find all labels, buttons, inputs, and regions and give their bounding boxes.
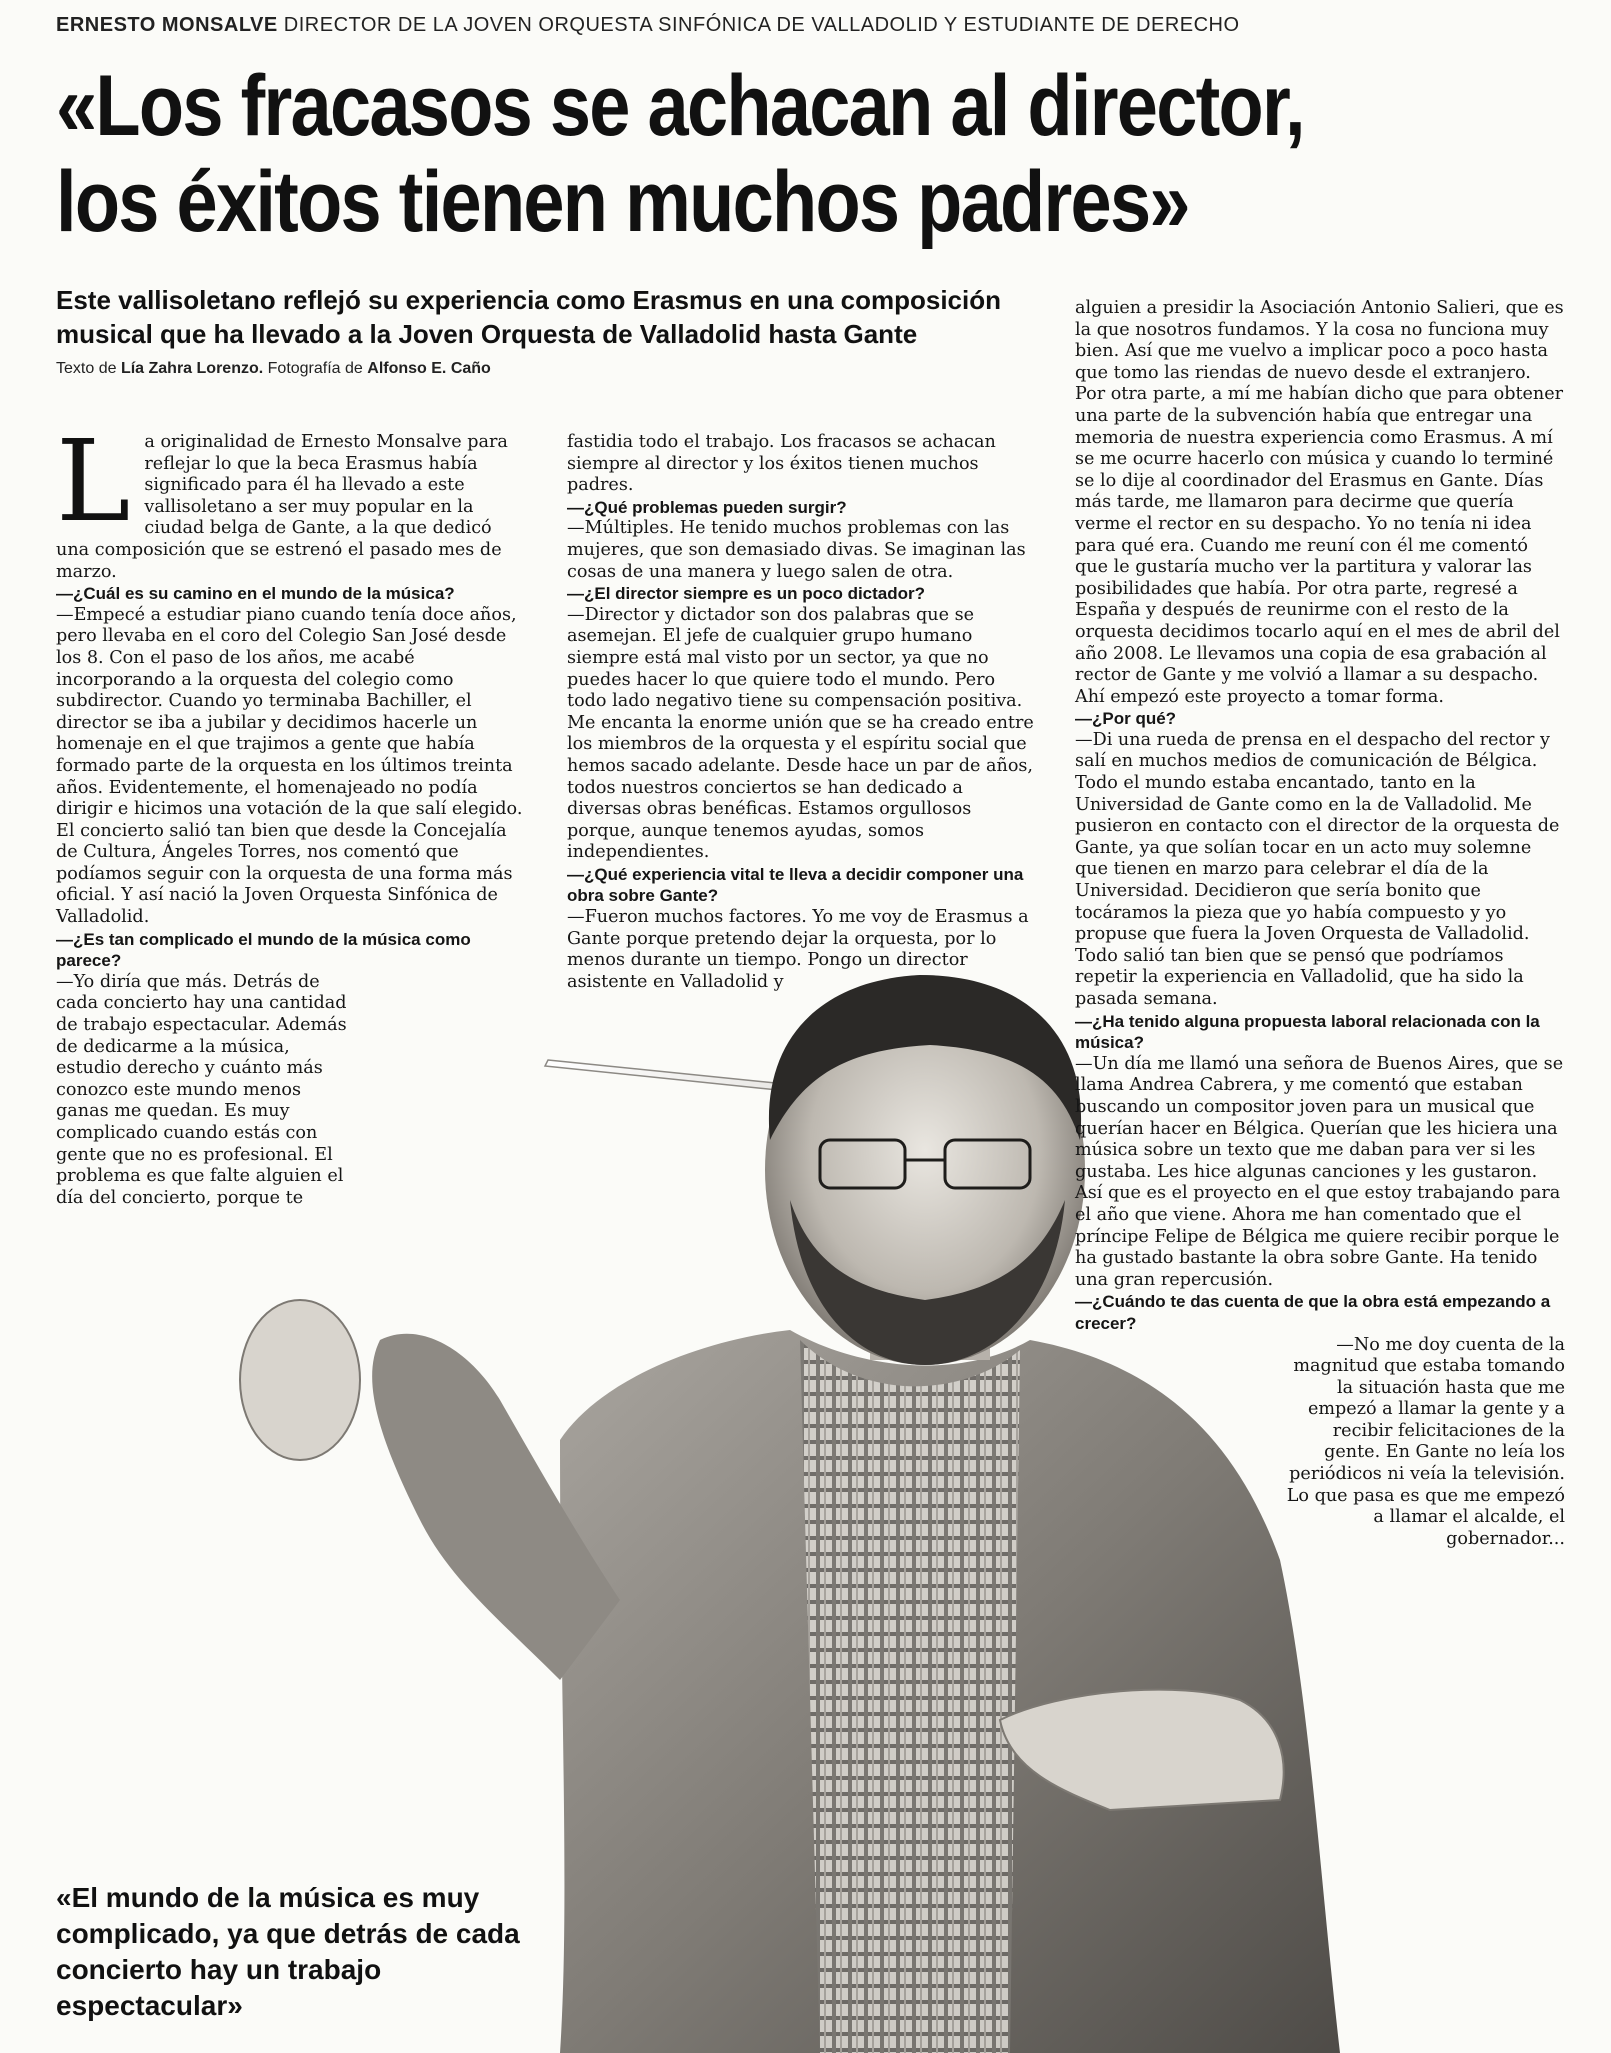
answer: —Di una rueda de prensa en el despacho del rector y salí en muchos medios de comunicación de Bélgica. Todo el mundo estaba encantado, tanto en la Universidad de Gante como en la de Valladolid. Me pusieron en contacto con el director de la orquesta de Gante, ya que solían tocar en un acto muy solemne que tienen en marzo para celebrar el día de la Universidad. Decidieron que sería bonito que tocáramos la pieza que yo había compuesto y yo propuse que fuera la Joven Orquesta de Valladolid. Todo salió tan bien que se pensó que podríamos repetir la experiencia en Valladolid, que ha sido la pasada semana. [1075, 729, 1560, 1009]
question: —¿El director siempre es un poco dictador? [567, 584, 926, 604]
credits-text-label: Texto de [56, 360, 117, 377]
headline-line-1: «Los fracasos se achacan al director, [56, 58, 1304, 154]
pull-quote: «El mundo de la música es muy complicado, ya que detrás de cada concierto hay un trabajo espectacular» [56, 1882, 520, 2021]
shirt [800, 1340, 1020, 2053]
raised-hand [240, 1300, 360, 1460]
dropcap: L [56, 417, 131, 547]
answer: —No me doy cuenta de la magnitud que estaba tomando la situación hasta que me empezó a llamar la gente y a recibir felicitaciones de la gente. En Gante no leía los periódicos ni veía la televisión. Lo que pasa es que me empezó a llamar el alcalde, el gobernador... [1286, 1334, 1565, 1549]
credits [56, 360, 491, 378]
question: —¿Cuándo te das cuenta de que la obra está empezando a crecer? [1075, 1292, 1551, 1333]
question: —¿Cuál es su camino en el mundo de la música? [56, 584, 455, 604]
column-3 [1075, 298, 1565, 1550]
intro-paragraph: a originalidad de Ernesto Monsalve para reflejar lo que la beca Erasmus había significado para él ha llevado a este vallisoletano a ser muy popular en la ciudad belga de Gante, a la que dedicó una composición que se estrenó el pasado mes de marzo. [56, 432, 508, 582]
column-1 [56, 417, 526, 1209]
question: —¿Qué problemas pueden surgir? [567, 497, 847, 517]
paragraph: fastidia todo el trabajo. Los fracasos se achacan siempre al director y los éxitos tienen muchos padres. [567, 432, 996, 496]
answer: —Empecé a estudiar piano cuando tenía doce años, pero llevaba en el coro del Colegio San José desde los 8. Con el paso de los años, me acabé incorporando a la orquesta del colegio como subdirector. Cuando yo terminaba Bachiller, el director se iba a jubilar y decidimos hacerle un homenaje en el que trajimos a gente que había formado parte de la orquesta en los últimos treinta años. Evidentemente, el homenajeado no podía dirigir e hicimos una votación de la que salí elegido. El concierto salió tan bien que desde la Concejalía de Cultura, Ángeles Torres, nos comentó que podíamos seguir con la orquesta de una forma más oficial. Y así nació la Joven Orquesta Sinfónica de Valladolid. [56, 604, 523, 928]
headline [56, 58, 1363, 250]
credits-photographer: Alfonso E. Caño [367, 360, 491, 377]
subhead: Este vallisoletano reflejó su experiencia como Erasmus en una composición musical que ha llevado a la Joven Orquesta de Valladolid hasta Gante [56, 285, 1001, 349]
question: —¿Ha tenido alguna propuesta laboral relacionada con la música? [1075, 1011, 1540, 1053]
credits-author: Lía Zahra Lorenzo. [120, 360, 264, 377]
credits-photo-label: Fotografía de [267, 360, 363, 377]
answer: —Múltiples. He tenido muchos problemas con las mujeres, que son demasiado divas. Se imaginan las cosas de una manera y luego salen de otra. [567, 518, 1026, 582]
kicker-name: ERNESTO MONSALVE [56, 14, 278, 36]
paragraph: alguien a presidir la Asociación Antonio Salieri, que es la que nosotros fundamos. Y la cosa no funciona muy bien. Así que me vuelvo a implicar poco a poco hasta que tomo las riendas de nuevo desde el extranjero. Por otra parte, a mí me habían dicho que para obtener una parte de la subvención había que entregar una memoria de nuestra experiencia como Erasmus. A mí se me ocurre hacerlo con música y cuando lo terminé se lo dije al coordinador del Erasmus en Gante. Días más tarde, me llamaron para decirme que quería verme el rector en su despacho. Yo no tenía ni idea para qué era. Cuando me reuní con él me comentó que le gustaría mucho ver la partitura y valorar las posibilidades que había. Por otra parte, regresé a España y después de reunirme con el resto de la orquesta decidimos tocarlo aquí en el mes de abril del año 2008. Le llevamos una copia de esa grabación al rector de Gante y me volvió a llamar a su despacho. Ahí empezó este proyecto a tomar forma. [1075, 298, 1564, 707]
column-2 [567, 432, 1037, 993]
question: —¿Por qué? [1075, 709, 1177, 729]
answer: —Director y dictador son dos palabras que se asemejan. El jefe de cualquier grupo humano siempre está mal visto por un sector, ya que no puedes hacer lo que quiere todo el mundo. Pero todo lado negativo tiene su compensación positiva. Me encanta la enorme unión que se ha creado entre los miembros de la orquesta y el espíritu social que hemos sacado adelante. Desde hace un par de años, todos nuestros conciertos se han dedicado a diversas obras benéficas. Estamos orgullosos porque, aunque tenemos ayudas, somos independientes. [567, 604, 1034, 863]
answer: —Fueron muchos factores. Yo me voy de Erasmus a Gante porque pretendo dejar la orquesta, por lo menos durante un tiempo. Pongo un director asistente en Valladolid y [567, 907, 1029, 992]
question: —¿Es tan complicado el mundo de la música como parece? [56, 929, 471, 971]
headline-line-2: los éxitos tienen muchos padres» [56, 154, 1189, 250]
kicker [56, 14, 1240, 37]
kicker-role: DIRECTOR DE LA JOVEN ORQUESTA SINFÓNICA DE VALLADOLID Y ESTUDIANTE DE DERECHO [283, 14, 1240, 36]
answer: —Yo diría que más. Detrás de cada concierto hay una cantidad de trabajo espectacular. Además de dedicarme a la música, estudio derecho y cuánto más conozco este mundo menos ganas me quedan. Es muy complicado cuando estás con gente que no es profesional. El problema es que falte alguien el día del concierto, porque te [56, 971, 347, 1208]
question: —¿Qué experiencia vital te lleva a decidir componer una obra sobre Gante? [567, 864, 1024, 906]
answer: —Un día me llamó una señora de Buenos Aires, que se llama Andrea Cabrera, y me comentó que estaban buscando un compositor joven para un musical que querían hacer en Bélgica. Querían que les hiciera una música sobre un texto que me daban para ver si les gustaba. Les hice algunas canciones y les gustaron. Así que es el proyecto en el que estoy trabajando para el año que viene. Ahora me han comentado que el príncipe Felipe de Bélgica me quiere recibir porque le ha gustado bastante la obra sobre Gante. Ha tenido una gran repercusión. [1075, 1053, 1564, 1290]
